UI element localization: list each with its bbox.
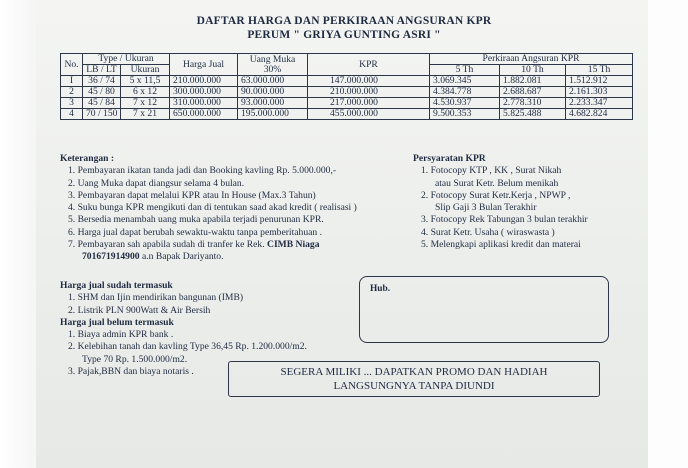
cell-15th: 2.233.347 bbox=[566, 98, 633, 109]
belum-termasuk-heading: Harga jual belum termasuk bbox=[60, 316, 174, 328]
keterangan-item: 3. Pembayaran dapat melalui KPR atau In House (Max.3 Tahun) bbox=[68, 189, 316, 201]
cell-ukuran: 7 x 12 bbox=[121, 98, 170, 109]
promo-line-1: SEGERA MILIKI ... DAPATKAN PROMO DAN HADIAH bbox=[280, 366, 548, 378]
document-subtitle: PERUM " GRIYA GUNTING ASRI " bbox=[247, 29, 441, 41]
persyaratan-item-cont: atau Surat Ketr. Belum menikah bbox=[435, 177, 559, 189]
cell-ukuran: 5 x 11,5 bbox=[121, 76, 170, 87]
account-holder: a.n Bapak Dariyanto. bbox=[141, 251, 224, 263]
keterangan-item: 4. Suku bunga KPR mengikuti dan di tentukan saad akad kredit ( realisasi ) bbox=[68, 202, 357, 214]
contact-box bbox=[359, 276, 609, 343]
cell-dp: 93.000.000 bbox=[238, 98, 308, 109]
header-15th: 15 Th bbox=[566, 65, 633, 76]
cell-10th: 2.778.310 bbox=[500, 98, 566, 109]
header-uang-muka-pct: 30% bbox=[263, 63, 282, 75]
cell-10th: 1.882.081 bbox=[500, 76, 566, 87]
cell-no: I bbox=[61, 76, 83, 87]
persyaratan-item: 4. Surat Ketr. Usaha ( wiraswasta ) bbox=[421, 226, 555, 238]
belum-termasuk-item: 2. Kelebihan tanah dan kavling Type 36,45 Rp. 1.200.000/m2. bbox=[68, 341, 307, 353]
termasuk-item: 2. Listrik PLN 900Watt & Air Bersih bbox=[68, 304, 211, 316]
header-lb-lt: LB / LT bbox=[83, 65, 121, 76]
persyaratan-item: 2. Fotocopy Surat Ketr.Kerja , NPWP , bbox=[421, 189, 571, 201]
cell-ukuran: 6 x 12 bbox=[121, 87, 170, 98]
cell-15th: 2.161.303 bbox=[566, 87, 633, 98]
cell-kpr: 455.000.000 bbox=[308, 109, 430, 120]
keterangan-section bbox=[60, 153, 357, 264]
cell-kpr: 217.000.000 bbox=[308, 98, 430, 109]
cell-lb-lt: 36 / 74 bbox=[83, 76, 121, 87]
document-title: DAFTAR HARGA DAN PERKIRAAN ANGSURAN KPR bbox=[196, 15, 492, 27]
persyaratan-item: 5. Melengkapi aplikasi kredit dan materai bbox=[421, 239, 581, 251]
keterangan-item: 1. Pembayaran ikatan tanda jadi dan Booking kavling Rp. 5.000.000,- bbox=[68, 165, 337, 177]
promo-line-2: LANGSUNGNYA TANPA DIUNDI bbox=[333, 380, 495, 392]
belum-termasuk-item: 3. Pajak,BBN dan biaya notaris . bbox=[68, 366, 194, 378]
keterangan-item: 6. Harga jual dapat berubah sewaktu-waktu tanpa pemberitahuan . bbox=[68, 226, 322, 238]
table-row bbox=[61, 98, 633, 109]
keterangan-heading: Keterangan : bbox=[60, 153, 115, 164]
cell-lb-lt: 45 / 80 bbox=[83, 87, 121, 98]
persyaratan-item-cont: Slip Gaji 3 Bulan Terakhir bbox=[435, 202, 537, 214]
header-kpr: KPR bbox=[308, 54, 430, 76]
promo-banner bbox=[228, 361, 600, 397]
header-uang-muka bbox=[238, 54, 308, 76]
belum-termasuk-item-cont: Type 70 Rp. 1.500.000/m2. bbox=[82, 353, 188, 365]
cell-kpr: 210.000.000 bbox=[308, 87, 430, 98]
cell-harga: 300.000.000 bbox=[170, 87, 238, 98]
cell-lb-lt: 45 / 84 bbox=[83, 98, 121, 109]
table-row bbox=[61, 76, 633, 87]
account-line bbox=[60, 251, 357, 263]
price-table bbox=[60, 53, 633, 120]
cell-10th: 2.688.687 bbox=[500, 87, 566, 98]
account-number: 701671914900 bbox=[82, 251, 140, 263]
persyaratan-item: 3. Fotocopy Rek Tabungan 3 bulan terakhir bbox=[421, 214, 588, 226]
persyaratan-section bbox=[413, 153, 588, 251]
header-10th: 10 Th bbox=[500, 65, 566, 76]
cell-dp: 63.000.000 bbox=[238, 76, 308, 87]
cell-5th: 4.530.937 bbox=[430, 98, 500, 109]
keterangan-item: 7. Pembayaran sah apabila sudah di tranfer ke Rek. bbox=[68, 239, 265, 251]
cell-5th: 9.500.353 bbox=[430, 109, 500, 120]
cell-lb-lt: 70 / 150 bbox=[83, 109, 121, 120]
header-5th: 5 Th bbox=[430, 65, 500, 76]
keterangan-item-transfer bbox=[60, 239, 357, 251]
keterangan-item: 2. Uang Muka dapat diangsur selama 4 bulan. bbox=[68, 177, 245, 189]
cell-no: 3 bbox=[61, 98, 83, 109]
header-perkiraan: Perkiraan Angsuran KPR bbox=[430, 54, 633, 65]
cell-harga: 210.000.000 bbox=[170, 76, 238, 87]
cell-no: 2 bbox=[61, 87, 83, 98]
table-row bbox=[61, 87, 633, 98]
termasuk-heading: Harga jual sudah termasuk bbox=[60, 280, 173, 291]
header-ukuran: Ukuran bbox=[121, 65, 170, 76]
belum-termasuk-item: 1. Biaya admin KPR bank . bbox=[68, 329, 174, 341]
cell-10th: 5.825.488 bbox=[500, 109, 566, 120]
bank-name: CIMB Niaga bbox=[267, 239, 320, 251]
termasuk-item: 1. SHM dan Ijin mendirikan bangunan (IMB) bbox=[68, 292, 244, 304]
header-type-ukuran: Type / Ukuran bbox=[83, 54, 170, 65]
cell-harga: 650.000.000 bbox=[170, 109, 238, 120]
header-no: No. bbox=[61, 54, 83, 76]
table-row bbox=[61, 109, 633, 120]
cell-no: 4 bbox=[61, 109, 83, 120]
cell-dp: 90.000.000 bbox=[238, 87, 308, 98]
cell-5th: 3.069.345 bbox=[430, 76, 500, 87]
page-margin bbox=[0, 0, 36, 468]
keterangan-item: 5. Bersedia menambah uang muka apabila terjadi penurunan KPR. bbox=[68, 214, 324, 226]
cell-kpr: 147.000.000 bbox=[308, 76, 430, 87]
cell-5th: 4.384.778 bbox=[430, 87, 500, 98]
cell-harga: 310.000.000 bbox=[170, 98, 238, 109]
cell-15th: 1.512.912 bbox=[566, 76, 633, 87]
header-harga-jual: Harga Jual bbox=[170, 54, 238, 76]
cell-dp: 195.000.000 bbox=[238, 109, 308, 120]
persyaratan-item: 1. Fotocopy KTP , KK , Surat Nikah bbox=[421, 165, 562, 177]
contact-label: Hub. bbox=[370, 284, 391, 294]
cell-ukuran: 7 x 21 bbox=[121, 109, 170, 120]
cell-15th: 4.682.824 bbox=[566, 109, 633, 120]
header-uang-muka-label: Uang Muka bbox=[249, 53, 296, 65]
persyaratan-heading: Persyaratan KPR bbox=[413, 153, 486, 164]
